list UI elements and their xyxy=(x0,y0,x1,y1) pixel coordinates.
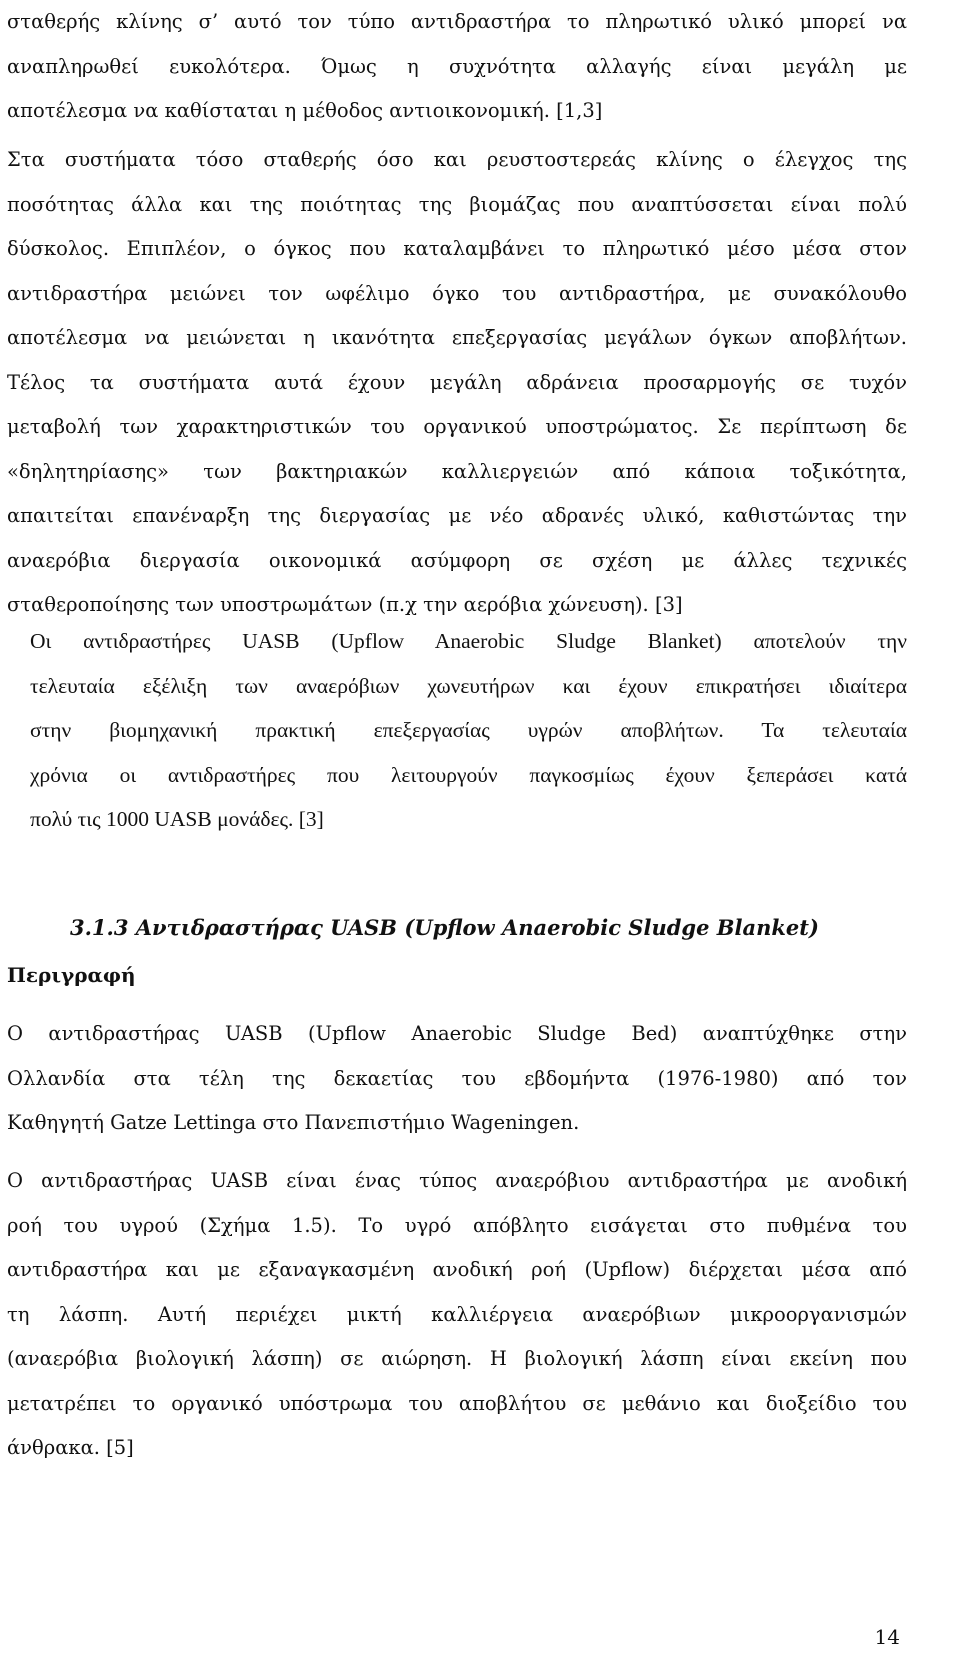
text-line: αντιδραστήρα μειώνει τον ωφέλιμο όγκο του αντιδραστήρα, με συνακόλουθο xyxy=(7,281,907,305)
text-line: ροή του υγρού (Σχήμα 1.5). Το υγρό απόβλητο εισάγεται στο πυθμένα του xyxy=(7,1213,907,1237)
text-line: αντιδραστήρα και με εξαναγκασμένη ανοδική ροή (Upflow) διέρχεται μέσα από xyxy=(7,1258,907,1281)
section-heading: 3.1.3 Αντιδραστήρας UASB (Upflow Anaerobic Sludge Blanket) xyxy=(70,915,819,940)
text-line: Οι αντιδραστήρες UASB (Upflow Anaerobic Sludge Blanket) αποτελούν την xyxy=(30,629,907,653)
text-line: αποτέλεσμα να μειώνεται η ικανότητα επεξεργασίας μεγάλων όγκων αποβλήτων. xyxy=(7,326,907,349)
paragraph-1 xyxy=(7,0,907,134)
text-line: δύσκολος. Επιπλέον, ο όγκος που καταλαμβάνει το πληρωτικό μέσο μέσα στον xyxy=(7,237,907,260)
text-line: ποσότητας άλλα και της ποιότητας της βιομάζας που αναπτύσσεται είναι πολύ xyxy=(7,192,907,216)
text-line: μετατρέπει το οργανικό υπόστρωμα του αποβλήτου σε μεθάνιο και διοξείδιο του xyxy=(7,1391,907,1415)
page-number: 14 xyxy=(874,1625,900,1649)
text-line: πολύ τις 1000 UASB μονάδες. [3] xyxy=(30,807,324,831)
text-line: «δηλητηρίασης» των βακτηριακών καλλιεργειών από κάποια τοξικότητα, xyxy=(7,459,907,483)
text-line: άνθρακα. [5] xyxy=(7,1436,134,1459)
text-line: στην βιομηχανική πρακτική επεξεργασίας υγρών αποβλήτων. Τα τελευταία xyxy=(30,718,907,742)
subsection-heading: Περιγραφή xyxy=(7,963,136,987)
paragraph-2 xyxy=(7,138,907,628)
paragraph-4 xyxy=(7,1012,907,1146)
text-line: τη λάσπη. Αυτή περιέχει μικτή καλλιέργεια αναερόβιων μικροοργανισμών xyxy=(7,1302,907,1326)
text-line: αναερόβια διεργασία οικονομικά ασύμφορη σε σχέση με άλλες τεχνικές xyxy=(7,548,907,572)
text-line: σταθερής κλίνης σ’ αυτό τον τύπο αντιδραστήρα το πληρωτικό υλικό μπορεί να xyxy=(7,10,907,33)
text-line: Ολλανδία στα τέλη της δεκαετίας του εβδομήντα (1976-1980) από τον xyxy=(7,1066,907,1090)
text-line: Ο αντιδραστήρας UASB είναι ένας τύπος αναερόβιου αντιδραστήρα με ανοδική xyxy=(7,1169,907,1192)
paragraph-5 xyxy=(7,1159,907,1471)
text-line: τελευταία εξέλιξη των αναερόβιων χωνευτήρων και έχουν επικρατήσει ιδιαίτερα xyxy=(30,673,907,698)
text-line: (αναερόβια βιολογική λάσπη) σε αιώρηση. Η βιολογική λάσπη είναι εκείνη που xyxy=(7,1347,907,1370)
text-line: αποτέλεσμα να καθίσταται η μέθοδος αντιοικονομική. [1,3] xyxy=(7,99,603,122)
text-line: Τέλος τα συστήματα αυτά έχουν μεγάλη αδράνεια προσαρμογής σε τυχόν xyxy=(7,370,907,394)
text-line: σταθεροποίησης των υποστρωμάτων (π.χ την αερόβια χώνευση). [3] xyxy=(7,593,683,616)
text-line: Στα συστήματα τόσο σταθερής όσο και ρευστοστερεάς κλίνης ο έλεγχος της xyxy=(7,148,907,171)
paragraph-3 xyxy=(30,619,907,842)
text-line: απαιτείται επανέναρξη της διεργασίας με νέο αδρανές υλικό, καθιστώντας την xyxy=(7,504,907,527)
text-line: χρόνια οι αντιδραστήρες που λειτουργούν παγκοσμίως έχουν ξεπεράσει κατά xyxy=(30,762,907,787)
text-line: Ο αντιδραστήρας UASB (Upflow Anaerobic Sludge Bed) αναπτύχθηκε στην xyxy=(7,1022,907,1045)
text-line: Καθηγητή Gatze Lettinga στο Πανεπιστήμιο Wageningen. xyxy=(7,1111,580,1134)
text-line: αναπληρωθεί ευκολότερα. Όμως η συχνότητα αλλαγής είναι μεγάλη με xyxy=(7,54,907,78)
text-line: μεταβολή των χαρακτηριστικών του οργανικού υποστρώματος. Σε περίπτωση δε xyxy=(7,415,907,438)
